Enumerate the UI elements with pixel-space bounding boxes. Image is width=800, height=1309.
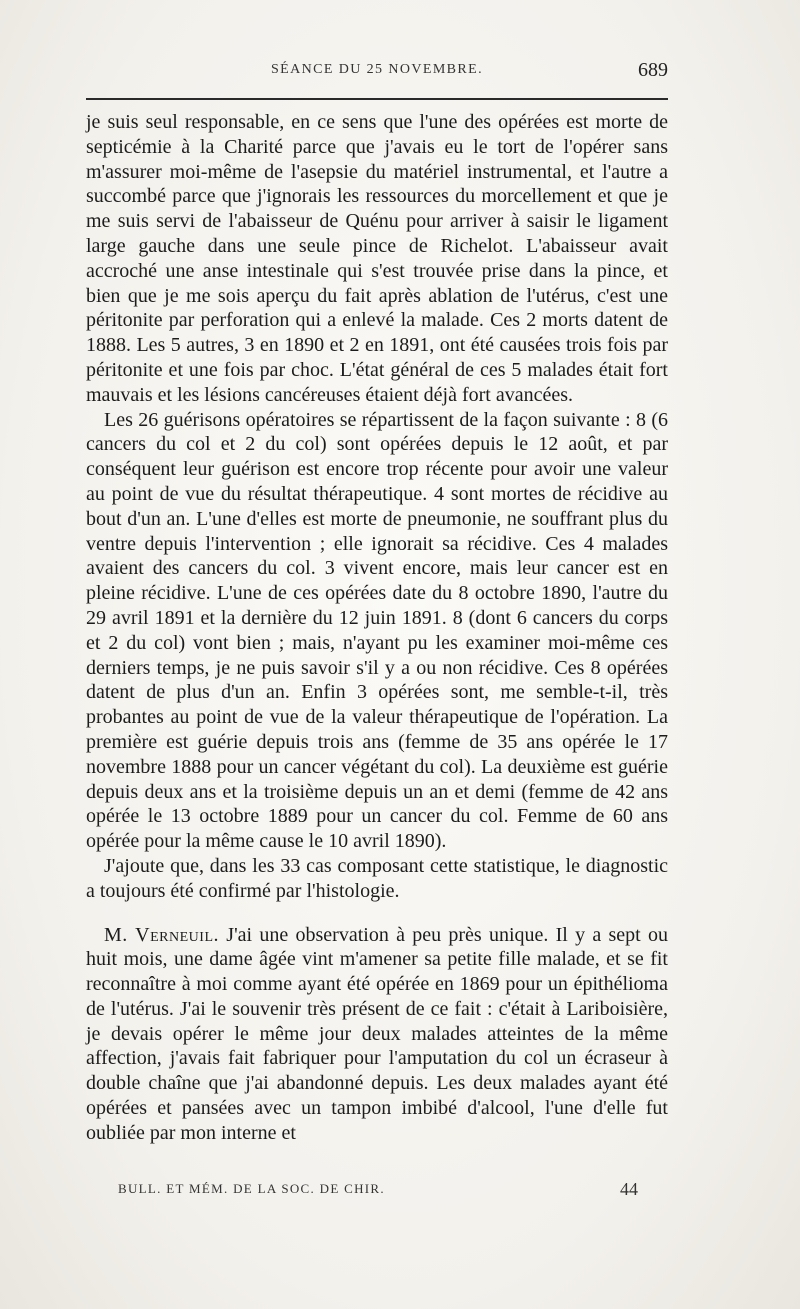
paragraph-histologie: J'ajoute que, dans les 33 cas composant cette statistique, le diagnostic a toujours été confirmé par l'histologie.	[86, 854, 668, 902]
paragraph-verneuil	[86, 923, 668, 1146]
running-title: SÉANCE DU 25 NOVEMBRE.	[270, 62, 484, 77]
signature-mark: 44	[620, 1179, 638, 1199]
paragraph-continuation: je suis seul responsable, en ce sens que l'une des opérées est morte de septicémie à la Charité parce que j'avais eu le tort de l'opérer sans m'assurer moi-même de l'asepsie du matériel instrumental, et l'autre a succombé parce que j'ignorais les ressources du morcellement et que je me suis servi de l'abaisseur de Quénu pour arriver à saisir le ligament large gauche dans une seule pince de Richelot. L'abaisseur avait accroché une anse intestinale qui s'est trouvée prise dans la pince, et bien que je me sois aperçu du fait après ablation de l'utérus, c'est une péritonite par perforation qui a enlevé la malade. Ces 2 morts datent de 1888. Les 5 autres, 3 en 1890 et 2 en 1891, ont été causées trois fois par péritonite et une fois par choc. L'état général de ces 5 malades était fort mauvais et les lésions cancéreuses étaient déjà fort avancées.	[86, 111, 668, 406]
page-header	[86, 59, 668, 86]
paragraph-guerisons: Les 26 guérisons opératoires se répartissent de la façon suivante : 8 (6 cancers du col et 2 du col) sont opérées depuis le 12 août, et par conséquent leur guérison est encore trop récente pour avoir une valeur au point de vue du résultat thérapeutique. 4 sont mortes de récidive au bout d'un an. L'une d'elles est morte de pneumonie, ne souffrant plus du ventre depuis l'intervention ; elle ignorait sa récidive. Ces 4 malades avaient des cancers du col. 3 vivent encore, mais leur cancer est en pleine récidive. L'une de ces opérées date du 8 octobre 1890, l'autre du 29 avril 1891 et la dernière du 12 juin 1891. 8 (dont 6 cancers du corps et 2 du col) vont bien ; mais, n'ayant pu les examiner moi-même ces derniers temps, je ne puis savoir s'il y a ou non récidive. Ces 8 opérées datent de plus d'un an. Enfin 3 opérées sont, me semble-t-il, très probantes au point de vue de la valeur thérapeutique de l'opération. La première est guérie depuis trois ans (femme de 35 ans opérée le 17 novembre 1888 pour un cancer végétant du col). La deuxième est guérie depuis deux ans et la troisième depuis un an et demi (femme de 42 ans opérée le 13 octobre 1889 pour un cancer du col. Femme de 60 ans opérée pour la même cause le 10 avril 1890).	[86, 408, 668, 853]
footer-publication: BULL. ET MÉM. DE LA SOC. DE CHIR.	[118, 1181, 385, 1196]
page-footer	[118, 1181, 638, 1201]
header-rule	[86, 98, 668, 100]
body-text	[86, 110, 668, 1146]
speaker-name: M. Verneuil.	[104, 923, 220, 946]
verneuil-text: J'ai une observation à peu près unique. Il y a sept ou huit mois, une dame âgée vint m'amener sa petite fille malade, et se fit reconnaître à moi comme ayant été opérée en 1869 pour un épithélioma de l'utérus. J'ai le souvenir très présent de ce fait : c'était à Lariboisière, je devais opérer le même jour deux malades atteintes de la même affection, j'avais fait fabriquer pour l'amputation du col un écraseur à double chaîne que j'ai abandonné depuis. Les deux malades ayant été opérées et pansées avec un tampon imbibé d'alcool, l'une d'elle fut oubliée par mon interne et	[86, 923, 669, 1144]
page-number: 689	[638, 59, 668, 81]
